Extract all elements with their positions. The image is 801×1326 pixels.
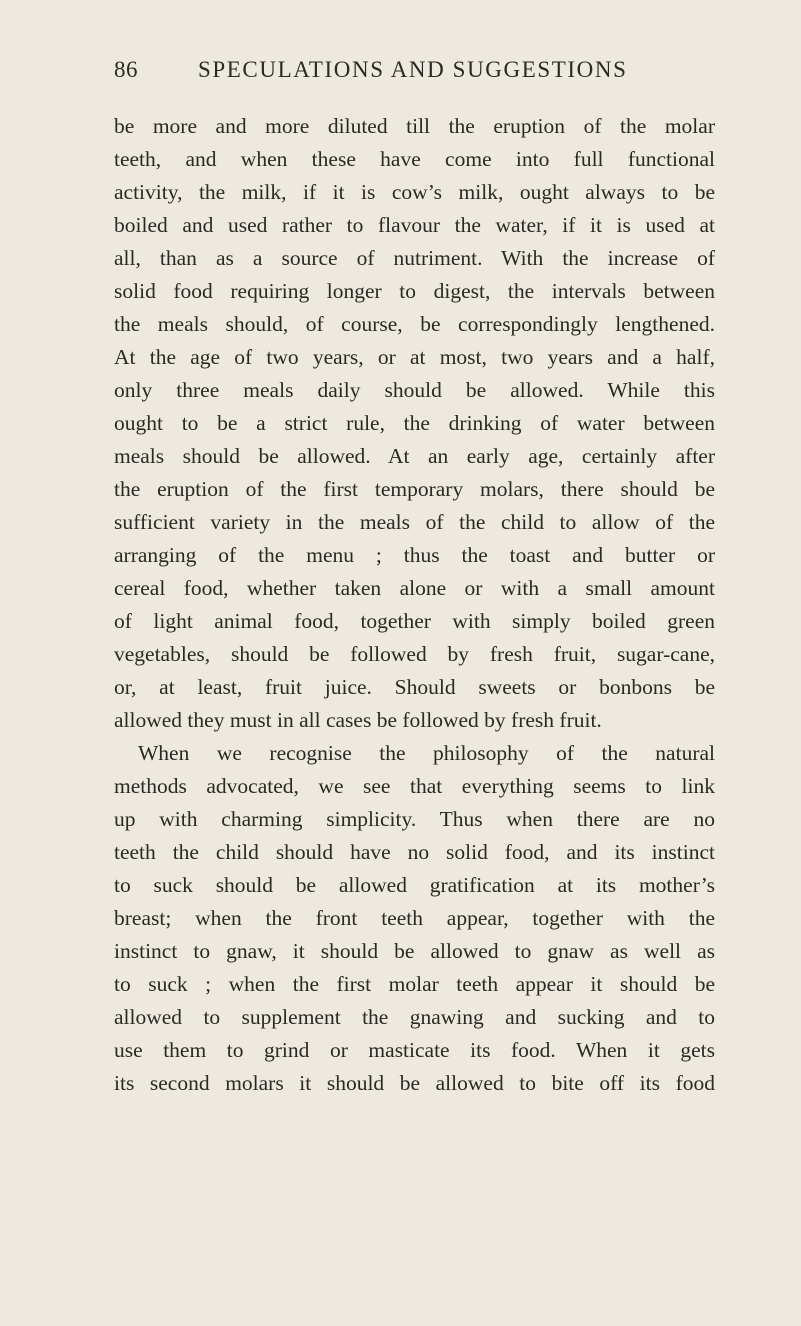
text-line: methods advocated, we see that everything seems to link — [114, 774, 715, 798]
text-line: solid food requiring longer to digest, the intervals between — [114, 279, 715, 303]
text-line: the meals should, of course, be correspondingly lengthened. — [114, 312, 715, 336]
text-line: up with charming simplicity. Thus when there are no — [114, 807, 715, 831]
text-line: allowed to supplement the gnawing and sucking and to — [114, 1005, 715, 1029]
text-line: At the age of two years, or at most, two years and a half, — [114, 345, 715, 369]
text-line: sufficient variety in the meals of the child to allow of the — [114, 510, 715, 534]
text-line: use them to grind or masticate its food. When it gets — [114, 1038, 715, 1062]
text-line: to suck should be allowed gratification at its mother’s — [114, 873, 715, 897]
text-line: ought to be a strict rule, the drinking of water between — [114, 411, 715, 435]
text-line: allowed they must in all cases be followed by fresh fruit. — [114, 708, 602, 732]
text-line: be more and more diluted till the eruption of the molar — [114, 114, 715, 138]
text-line: activity, the milk, if it is cow’s milk, ought always to be — [114, 180, 715, 204]
text-line: only three meals daily should be allowed. While this — [114, 378, 715, 402]
text-line: all, than as a source of nutriment. With the increase of — [114, 246, 715, 270]
page-number: 86 — [114, 57, 138, 82]
text-line: vegetables, should be followed by fresh fruit, sugar-cane, — [114, 642, 715, 666]
text-line: to suck ; when the first molar teeth appear it should be — [114, 972, 715, 996]
text-line: meals should be allowed. At an early age, certainly after — [114, 444, 715, 468]
text-line: of light animal food, together with simply boiled green — [114, 609, 715, 633]
running-title: SPECULATIONS AND SUGGESTIONS — [198, 57, 628, 82]
text-line: instinct to gnaw, it should be allowed to gnaw as well as — [114, 939, 715, 963]
text-line: its second molars it should be allowed to bite off its food — [114, 1071, 715, 1095]
text-line: cereal food, whether taken alone or with a small amount — [114, 576, 715, 600]
text-line: or, at least, fruit juice. Should sweets or bonbons be — [114, 675, 715, 699]
text-line: the eruption of the first temporary molars, there should be — [114, 477, 715, 501]
paragraph-first-line: When we recognise the philosophy of the natural — [138, 741, 715, 765]
body-text — [114, 110, 715, 1100]
text-line: breast; when the front teeth appear, together with the — [114, 906, 715, 930]
text-line: arranging of the menu ; thus the toast and butter or — [114, 543, 715, 567]
text-line: boiled and used rather to flavour the water, if it is used at — [114, 213, 715, 237]
text-line: teeth, and when these have come into full functional — [114, 147, 715, 171]
text-line: teeth the child should have no solid food, and its instinct — [114, 840, 715, 864]
